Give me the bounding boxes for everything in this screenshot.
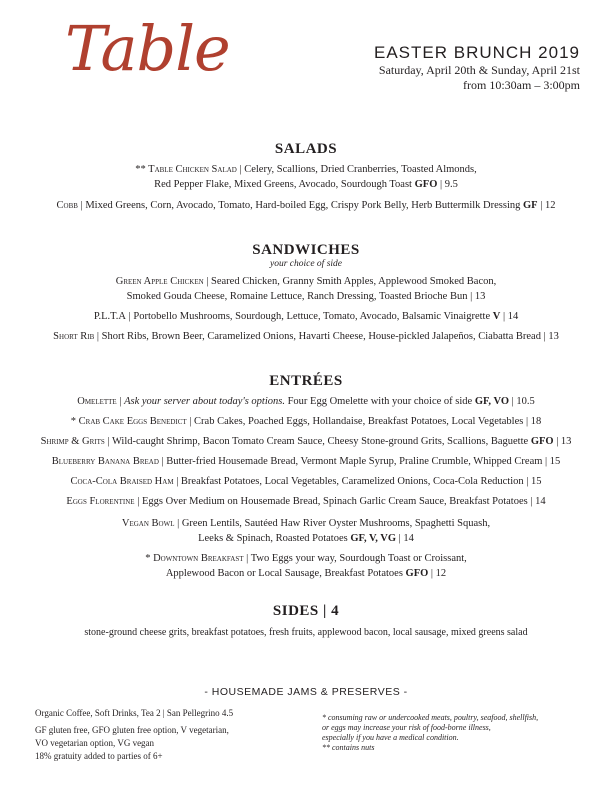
item-desc-2: Red Pepper Flake, Mixed Greens, Avocado, Sourdough Toast <box>154 179 412 190</box>
sides-list: stone-ground cheese grits, breakfast potatoes, fresh fruits, applewood bacon, local sausage, mixed greens salad <box>84 627 528 638</box>
item-desc: Crab Cakes, Poached Eggs, Hollandaise, Breakfast Potatoes, Local Vegetables <box>194 416 524 427</box>
item-desc: Green Lentils, Sautéed Haw River Oyster Mushrooms, Spaghetti Squash, <box>181 518 491 529</box>
disclaimer-line-1: * consuming raw or undercooked meats, poultry, seafood, shellfish, <box>322 713 539 722</box>
menu-item-plta: P.L.T.A | Portobello Mushrooms, Sourdough, Lettuce, Tomato, Avocado, Balsamic Vinaigrette V | 14 <box>93 311 519 322</box>
item-price: 18 <box>530 416 542 427</box>
item-name: Coca-Cola Braised Ham <box>70 476 174 487</box>
event-title: EASTER BRUNCH 2019 <box>373 43 580 62</box>
sandwiches-section <box>0 242 612 344</box>
event-header <box>374 43 580 93</box>
jams-title: - HOUSEMADE JAMS & PRESERVES - <box>204 686 408 698</box>
item-name: Short Rib <box>53 331 95 342</box>
item-name: Eggs Florentine <box>66 496 135 507</box>
item-tags: GF, V, VG <box>350 533 397 544</box>
item-desc: Butter-fried Housemade Bread, Vermont Maple Syrup, Praline Crumble, Whipped Cream <box>166 456 543 467</box>
item-price: 14 <box>535 496 546 507</box>
sandwiches-title: SANDWICHES <box>252 242 360 258</box>
item-desc-2: Applewood Bacon or Local Sausage, Breakfast Potatoes <box>165 568 403 579</box>
item-name: Green Apple Chicken <box>115 276 204 287</box>
item-tags: GF, VO <box>474 396 510 407</box>
item-price: 13 <box>474 291 486 302</box>
item-desc: Portobello Mushrooms, Sourdough, Lettuce, Tomato, Avocado, Balsamic Vinaigrette <box>133 311 491 322</box>
item-price: 10.5 <box>516 396 535 407</box>
item-desc-2: Leeks & Spinach, Roasted Potatoes <box>198 533 348 544</box>
gratuity-note: 18% gratuity added to parties of 6+ <box>35 751 163 761</box>
sides-title: SIDES <box>272 603 319 619</box>
item-price: 13 <box>560 436 572 447</box>
item-name: P.L.T.A <box>93 311 126 322</box>
item-desc: Seared Chicken, Granny Smith Apples, Applewood Smoked Bacon, <box>211 276 497 287</box>
menu-item-blueberry-banana-bread: Blueberry Banana Bread | Butter-fried Housemade Bread, Vermont Maple Syrup, Praline Crumble, Whipped Cream | 15 <box>51 456 561 467</box>
menu-item-omelette: Omelette | Ask your server about today's options. Four Egg Omelette with your choice of side GF, VO | 10.5 <box>77 396 535 407</box>
item-price: 9.5 <box>444 179 458 190</box>
item-desc: Wild-caught Shrimp, Bacon Tomato Cream Sauce, Cheesy Stone-ground Grits, Scallions, Baguette <box>111 436 529 447</box>
item-price: 12 <box>435 568 447 579</box>
event-hours: from 10:30am – 3:00pm <box>463 78 580 92</box>
menu-item-green-apple-chicken: Green Apple Chicken | Seared Chicken, Granny Smith Apples, Applewood Smoked Bacon, Smoked Gouda Cheese, Romaine Lettuce, Ranch Dressing, Toasted Brioche Bun | 13 <box>115 276 497 302</box>
sides-section <box>0 603 612 640</box>
item-price: 13 <box>548 331 559 342</box>
item-note: Ask your server about today's options. <box>124 396 285 407</box>
item-name: * Crab Cake Eggs Benedict <box>70 416 187 427</box>
nuts-note: ** contains nuts <box>322 743 375 752</box>
item-desc: Four Egg Omelette with your choice of side <box>287 396 473 407</box>
entrees-title: ENTRÉES <box>269 373 343 389</box>
item-desc: Celery, Scallions, Dried Cranberries, Toasted Almonds, <box>244 164 477 175</box>
sandwiches-subtitle: your choice of side <box>269 259 343 269</box>
menu-item-eggs-florentine: Eggs Florentine | Eggs Over Medium on Housemade Bread, Spinach Garlic Cream Sauce, Breakfast Potatoes | 14 <box>66 496 546 507</box>
menu-item-coca-cola-ham: Coca-Cola Braised Ham | Breakfast Potatoes, Local Vegetables, Caramelized Onions, Coca-Cola Reduction | 15 <box>70 476 542 487</box>
sides-heading: SIDES | 4 <box>272 603 340 619</box>
item-tags: GFO <box>414 179 438 190</box>
menu-item-cobb: Cobb | Mixed Greens, Corn, Avocado, Tomato, Hard-boiled Egg, Crispy Pork Belly, Herb Buttermilk Dressing GF | 12 <box>56 200 556 211</box>
sides-price: 4 <box>331 603 340 619</box>
item-price: 14 <box>403 533 414 544</box>
item-name: Omelette <box>77 396 117 407</box>
menu-item-downtown-breakfast: * Downtown Breakfast | Two Eggs your way, Sourdough Toast or Croissant, Applewood Bacon or Local Sausage, Breakfast Potatoes GFO | 12 <box>145 553 467 579</box>
legend-line-1: GF gluten free, GFO gluten free option, V vegetarian, <box>35 725 229 735</box>
menu-item-short-rib: Short Rib | Short Ribs, Brown Beer, Caramelized Onions, Havarti Cheese, House-pickled Jalapeños, Ciabatta Bread | 13 <box>53 331 559 342</box>
item-name: Vegan Bowl <box>121 518 175 529</box>
item-price: 15 <box>531 476 542 487</box>
item-price: 12 <box>544 200 556 211</box>
item-desc: Mixed Greens, Corn, Avocado, Tomato, Hard-boiled Egg, Crispy Pork Belly, Herb Buttermilk Dressing <box>85 200 521 211</box>
event-dates: Saturday, April 20th & Sunday, April 21st <box>378 63 580 77</box>
footer-disclaimer <box>322 713 538 753</box>
item-name: * Downtown Breakfast <box>145 553 244 564</box>
item-name: Blueberry Banana Bread <box>51 456 159 467</box>
footer-left <box>35 707 233 763</box>
item-name: Cobb <box>56 200 78 211</box>
entrees-section <box>0 373 612 581</box>
item-tags: GF <box>523 200 538 211</box>
menu-item-shrimp-grits: Shrimp & Grits | Wild-caught Shrimp, Bacon Tomato Cream Sauce, Cheesy Stone-ground Grits, Scallions, Baguette GFO | 13 <box>40 436 572 447</box>
item-desc-2: Smoked Gouda Cheese, Romaine Lettuce, Ranch Dressing, Toasted Brioche Bun <box>126 291 468 302</box>
item-desc: Short Ribs, Brown Beer, Caramelized Onions, Havarti Cheese, House-pickled Jalapeños, Ciabatta Bread <box>101 331 541 342</box>
menu-item-crab-cake-benedict: * Crab Cake Eggs Benedict | Crab Cakes, Poached Eggs, Hollandaise, Breakfast Potatoes, Local Vegetables | 18 <box>70 416 542 427</box>
menu-item-table-chicken-salad: ** Table Chicken Salad | Celery, Scallions, Dried Cranberries, Toasted Almonds, Red Pepper Flake, Mixed Greens, Avocado, Sourdough Toast GFO | 9.5 <box>135 164 477 190</box>
item-tags: V <box>492 311 501 322</box>
salads-section <box>0 141 612 213</box>
salads-title: SALADS <box>274 141 338 157</box>
legend-line-2: VO vegetarian option, VG vegan <box>35 738 155 748</box>
table-logo: Table <box>65 12 230 85</box>
drinks-line: Organic Coffee, Soft Drinks, Tea 2 | San Pellegrino 4.5 <box>35 708 234 718</box>
item-tags: GFO <box>530 436 554 447</box>
item-name: ** Table Chicken Salad <box>135 164 237 175</box>
disclaimer-line-3: especially if you have a medical condition. <box>322 733 459 742</box>
item-price: 14 <box>507 311 519 322</box>
item-desc: Breakfast Potatoes, Local Vegetables, Caramelized Onions, Coca-Cola Reduction <box>180 476 524 487</box>
item-tags: GFO <box>405 568 429 579</box>
menu-item-vegan-bowl: Vegan Bowl | Green Lentils, Sautéed Haw River Oyster Mushrooms, Spaghetti Squash, Leeks & Spinach, Roasted Potatoes GF, V, VG | 14 <box>121 518 491 544</box>
item-desc: Eggs Over Medium on Housemade Bread, Spinach Garlic Cream Sauce, Breakfast Potatoes <box>141 496 528 507</box>
item-desc: Two Eggs your way, Sourdough Toast or Croissant, <box>250 553 467 564</box>
item-name: Shrimp & Grits <box>40 436 105 447</box>
disclaimer-line-2: or eggs may increase your risk of food-borne illness, <box>322 723 491 732</box>
item-price: 15 <box>549 456 561 467</box>
